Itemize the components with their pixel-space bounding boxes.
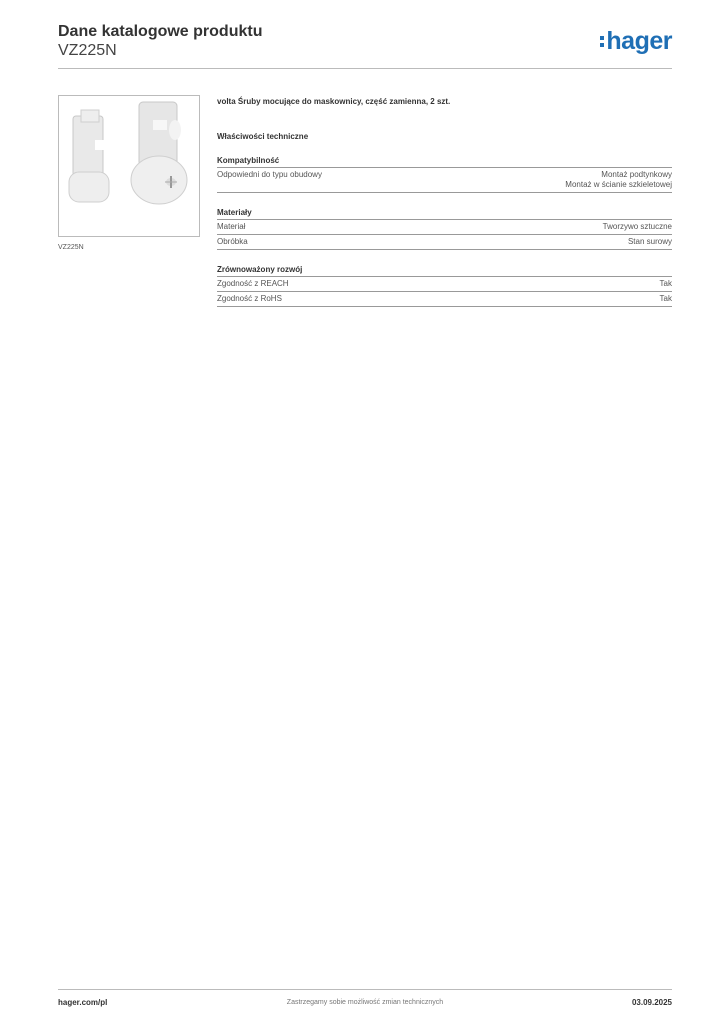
product-code: VZ225N xyxy=(58,42,117,59)
footer-divider xyxy=(58,989,672,990)
spec-row xyxy=(217,220,672,235)
spec-value: Montaż w ścianie szkieletowej xyxy=(565,180,672,189)
group-title: Zrównoważony rozwój xyxy=(217,265,672,277)
document-title: Dane katalogowe produktu xyxy=(58,23,263,40)
spec-row xyxy=(217,168,672,193)
header-divider xyxy=(58,68,672,69)
screw-parts-illustration xyxy=(59,96,199,236)
footer-url[interactable]: hager.com/pl xyxy=(58,998,108,1007)
product-description: volta Śruby mocujące do maskownicy, część zamienna, 2 szt. xyxy=(217,97,451,106)
spec-value: Tworzywo sztuczne xyxy=(602,222,672,231)
group-compatibility xyxy=(217,156,672,193)
product-details xyxy=(217,97,672,307)
group-sustainability xyxy=(217,265,672,307)
group-title: Materiały xyxy=(217,208,672,220)
spec-value: Montaż podtynkowy xyxy=(601,170,672,179)
footer-date: 03.09.2025 xyxy=(631,998,672,1007)
spec-value: Tak xyxy=(659,294,672,303)
footer-notice: Zastrzegamy sobie możliwość zmian technicznych xyxy=(286,999,444,1006)
spec-label: Obróbka xyxy=(217,237,248,246)
spec-row xyxy=(217,235,672,250)
spec-value: Stan surowy xyxy=(627,237,672,246)
spec-label: Odpowiedni do typu obudowy xyxy=(217,170,322,179)
group-materials xyxy=(217,208,672,250)
tech-heading: Właściwości techniczne xyxy=(217,132,309,141)
spec-row xyxy=(217,277,672,292)
spec-label: Materiał xyxy=(217,222,246,231)
group-title: Kompatybilność xyxy=(217,156,672,168)
spec-row xyxy=(217,292,672,307)
page-header xyxy=(58,22,672,60)
spec-label: Zgodność z RoHS xyxy=(217,294,282,303)
image-caption: VZ225N xyxy=(58,244,84,251)
spec-label: Zgodność z REACH xyxy=(217,279,289,288)
hager-logo xyxy=(600,28,672,54)
logo-dots-icon xyxy=(600,36,604,47)
logo-text: hager xyxy=(606,27,672,55)
spec-value: Tak xyxy=(659,279,672,288)
product-image xyxy=(58,95,200,237)
